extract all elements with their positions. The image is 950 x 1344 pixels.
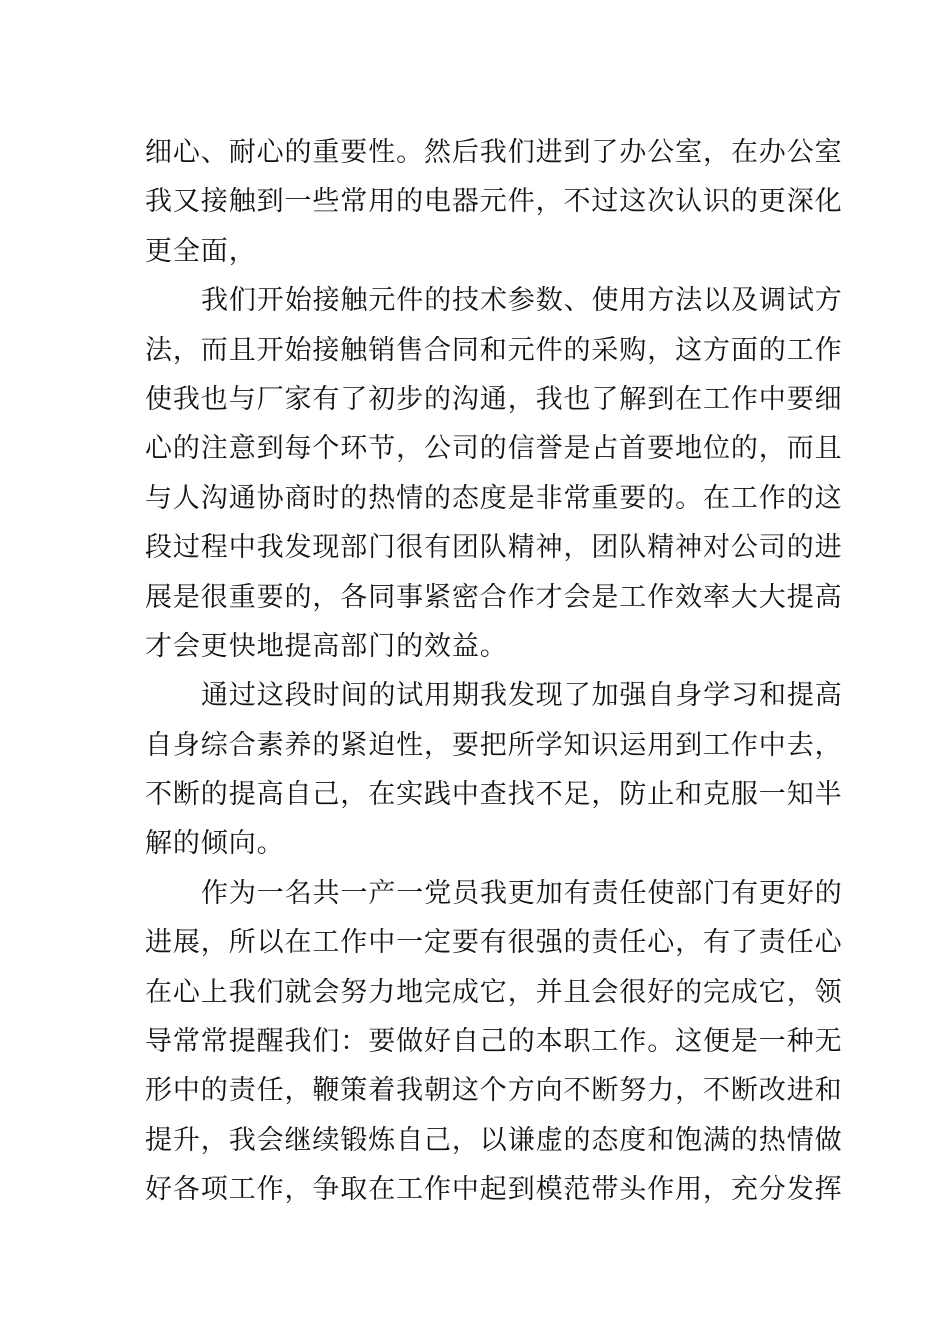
text-line: 不断的提高自己，在实践中查找不足，防止和克服一知半 — [145, 779, 843, 811]
text-line: 与人沟通协商时的热情的态度是非常重要的。在工作的这 — [145, 482, 843, 514]
text-line: 在心上我们就会努力地完成它，并且会很好的完成它，领 — [145, 976, 843, 1008]
text-line: 形中的责任，鞭策着我朝这个方向不断努力，不断改进和 — [145, 1075, 843, 1107]
text-line: 提升，我会继续锻炼自己，以谦虚的态度和饱满的热情做 — [145, 1124, 843, 1156]
text-line: 段过程中我发现部门很有团队精神，团队精神对公司的进 — [145, 532, 843, 564]
text-line: 使我也与厂家有了初步的沟通，我也了解到在工作中要细 — [145, 383, 843, 415]
text-line: 自身综合素养的紧迫性，要把所学知识运用到工作中去， — [145, 729, 843, 761]
text-line: 进展，所以在工作中一定要有很强的责任心，有了责任心 — [145, 927, 843, 959]
body-text — [145, 128, 843, 1215]
text-line: 法，而且开始接触销售合同和元件的采购，这方面的工作 — [145, 334, 843, 366]
text-line: 我又接触到一些常用的电器元件，不过这次认识的更深化 — [145, 186, 843, 218]
text-line: 解的倾向。 — [145, 828, 285, 860]
text-line: 作为一名共一产一党员我更加有责任使部门有更好的 — [201, 877, 843, 909]
text-line: 细心、耐心的重要性。然后我们进到了办公室，在办公室 — [145, 137, 843, 168]
text-line: 展是很重要的，各同事紧密合作才会是工作效率大大提高 — [145, 581, 843, 613]
text-line: 才会更快地提高部门的效益。 — [145, 630, 508, 662]
text-line: 好各项工作，争取在工作中起到模范带头作用，充分发挥 — [145, 1174, 843, 1206]
text-line: 通过这段时间的试用期我发现了加强自身学习和提高 — [201, 680, 843, 712]
text-line: 更全面， — [145, 235, 257, 267]
text-line: 我们开始接触元件的技术参数、使用方法以及调试方 — [201, 285, 843, 317]
text-line: 导常常提醒我们：要做好自己的本职工作。这便是一种无 — [145, 1026, 843, 1058]
text-line: 心的注意到每个环节，公司的信誉是占首要地位的，而且 — [145, 433, 843, 465]
